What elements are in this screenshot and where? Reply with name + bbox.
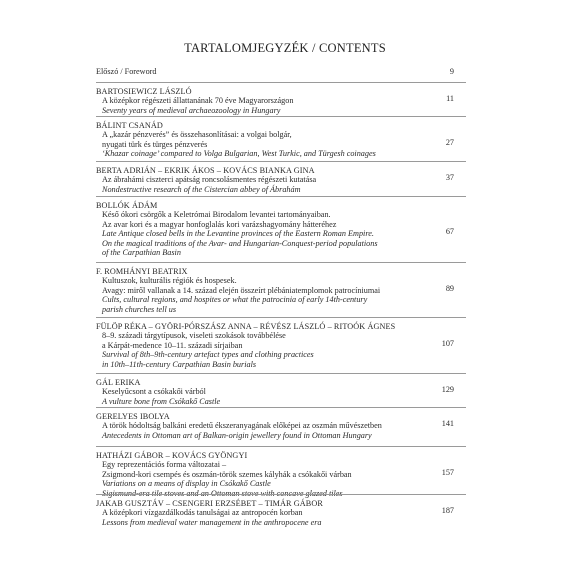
entry-page-number: 107 (441, 338, 454, 348)
toc-entry[interactable] (96, 87, 466, 115)
entry-title-english: of the Carpathian Basin (102, 248, 181, 258)
entry-page-number: 187 (441, 506, 454, 516)
entry-title-hungarian: nyugati türk és türges pénzverés (102, 139, 208, 149)
entry-author: BERTA ADRIÁN – EKRIK ÁKOS – KOVÁCS BIANKA GINA (96, 166, 315, 175)
entry-title-english: in 10th–11th-century Carpathian Basin burials (102, 359, 257, 369)
toc-entry[interactable] (96, 267, 466, 314)
foreword-entry (96, 67, 466, 76)
entry-title-english: parish churches tell us (102, 304, 177, 314)
entry-divider (96, 262, 466, 263)
entry-divider (96, 317, 466, 318)
entry-title-english: ‘Khazar coinage’ compared to Volga Bulgarian, West Turkic, and Türgesh coinages (102, 149, 376, 159)
entry-title-english: Cults, cultural regions, and hospites or what the patrocinia of early 14th-century (102, 295, 368, 305)
entry-title-english: Antecedents in Ottoman art of Balkan-origin jewellery found in Ottoman Hungary (102, 430, 372, 440)
entry-author: JAKAB GUSZTÁV – CSENGERI ERZSÉBET – TIMÁR GÁBOR (96, 499, 323, 508)
entry-title-hungarian: A „kazár pénzverés” és összehasonlításai: a volgai bolgár, (102, 130, 292, 140)
entry-title-hungarian: A török hódoltság balkáni eredetű ékszeranyagának előképei az oszmán művészetben (102, 421, 382, 431)
entry-page-number: 89 (445, 283, 454, 293)
entry-divider (96, 82, 466, 83)
entry-title-hungarian: Az avar kori és a magyar honfoglalás kori varázshagyomány hátteréhez (102, 219, 337, 229)
entry-title-english: On the magical traditions of the Avar- and Hungarian-Conquest-period populations (102, 238, 378, 248)
entry-title-english: Survival of 8th–9th-century artefact types and clothing practices (102, 350, 314, 360)
entry-author: BÁLINT CSANÁD (96, 121, 163, 130)
entry-title-hungarian: 8–9. századi tárgytípusok, viseleti szokások továbbélése (102, 331, 286, 341)
toc-entry[interactable] (96, 166, 466, 194)
entry-page-number: 129 (441, 385, 454, 395)
toc-entry[interactable] (96, 121, 466, 159)
entry-page-number: 11 (446, 94, 454, 104)
entry-title-english: A vulture bone from Csókakő Castle (102, 396, 221, 406)
entry-page-number: 67 (445, 227, 454, 237)
entry-title-hungarian: a Kárpát-medence 10–11. századi sírjaiban (102, 340, 243, 350)
entry-divider (96, 446, 466, 447)
toc-entry[interactable] (96, 322, 466, 369)
entry-title-hungarian: Késő ókori csörgők a Keletrómai Birodalom levantei tartományaiban. (102, 210, 331, 220)
toc-entry[interactable] (96, 378, 466, 406)
entry-author: BARTOSIEWICZ LÁSZLÓ (96, 87, 192, 96)
entry-author: HATHÁZI GÁBOR – KOVÁCS GYÖNGYI (96, 451, 248, 460)
entry-title-hungarian: A középkori vízgazdálkodás tanulságai az antropocén korban (102, 508, 303, 518)
entry-title-hungarian: Avagy: miről vallanak a 14. század elején összeírt plébániatemplomok patrocíniumai (102, 285, 381, 295)
entry-title-hungarian: Kultuszok, kulturális régiók és hospesek. (102, 276, 237, 286)
entry-divider (96, 494, 466, 495)
entry-author: GERELYES IBOLYA (96, 412, 170, 421)
entry-author: F. ROMHÁNYI BEATRIX (96, 267, 188, 276)
entry-title-hungarian: Keselyűcsont a csókakői várból (102, 387, 206, 397)
entry-author: BOLLÓK ÁDÁM (96, 201, 158, 210)
entry-title-hungarian: Zsigmond-kori csempés és oszmán-török szemes kályhák a csókakői várban (102, 469, 352, 479)
entry-title-english: Sigismund-era tile stoves and an Ottoman stove with concave glazed tiles (102, 488, 343, 498)
foreword-label: Előszó / Foreword (96, 67, 157, 76)
entry-title-english: Nondestructive research of the Cistercian abbey of Ábrahám (102, 184, 301, 194)
entry-page-number: 141 (441, 419, 454, 429)
toc-entry[interactable] (96, 412, 466, 440)
entry-title-english: Variations on a means of display in Csókakő Castle (102, 479, 271, 489)
entry-title-english: Seventy years of medieval archaeozoology in Hungary (102, 105, 281, 115)
entry-title-hungarian: Az ábrahámi ciszterci apátság roncsolásmentes régészeti kutatása (102, 175, 317, 185)
entry-author: FÜLÖP RÉKA – GYÖRI-PÓRSZÁSZ ANNA – RÉVÉSZ LÁSZLÓ – RITOÓK ÁGNES (96, 322, 396, 331)
entry-page-number: 157 (441, 467, 454, 477)
toc-entry[interactable] (96, 499, 466, 527)
entry-page-number: 37 (445, 173, 454, 183)
entry-divider (96, 116, 466, 117)
entry-divider (96, 407, 466, 408)
entry-title-english: Late Antique closed bells in the Levantine provinces of the Eastern Roman Empire. (102, 229, 374, 239)
page-title: TARTALOMJEGYZÉK / CONTENTS (184, 41, 386, 55)
entry-page-number: 27 (445, 137, 454, 147)
foreword-page-number: 9 (449, 67, 454, 76)
entry-title-english: Lessons from medieval water management in the anthropocene era (102, 517, 322, 527)
toc-entry[interactable] (96, 201, 466, 257)
toc-entry[interactable] (96, 451, 466, 498)
entry-title-hungarian: A középkor régészeti állattanának 70 éve Magyarországon (102, 96, 294, 106)
entry-author: GÁL ERIKA (96, 378, 141, 387)
entry-title-hungarian: Egy reprezentációs forma változatai – (102, 460, 227, 470)
entry-divider (96, 161, 466, 162)
entry-divider (96, 196, 466, 197)
entry-divider (96, 373, 466, 374)
